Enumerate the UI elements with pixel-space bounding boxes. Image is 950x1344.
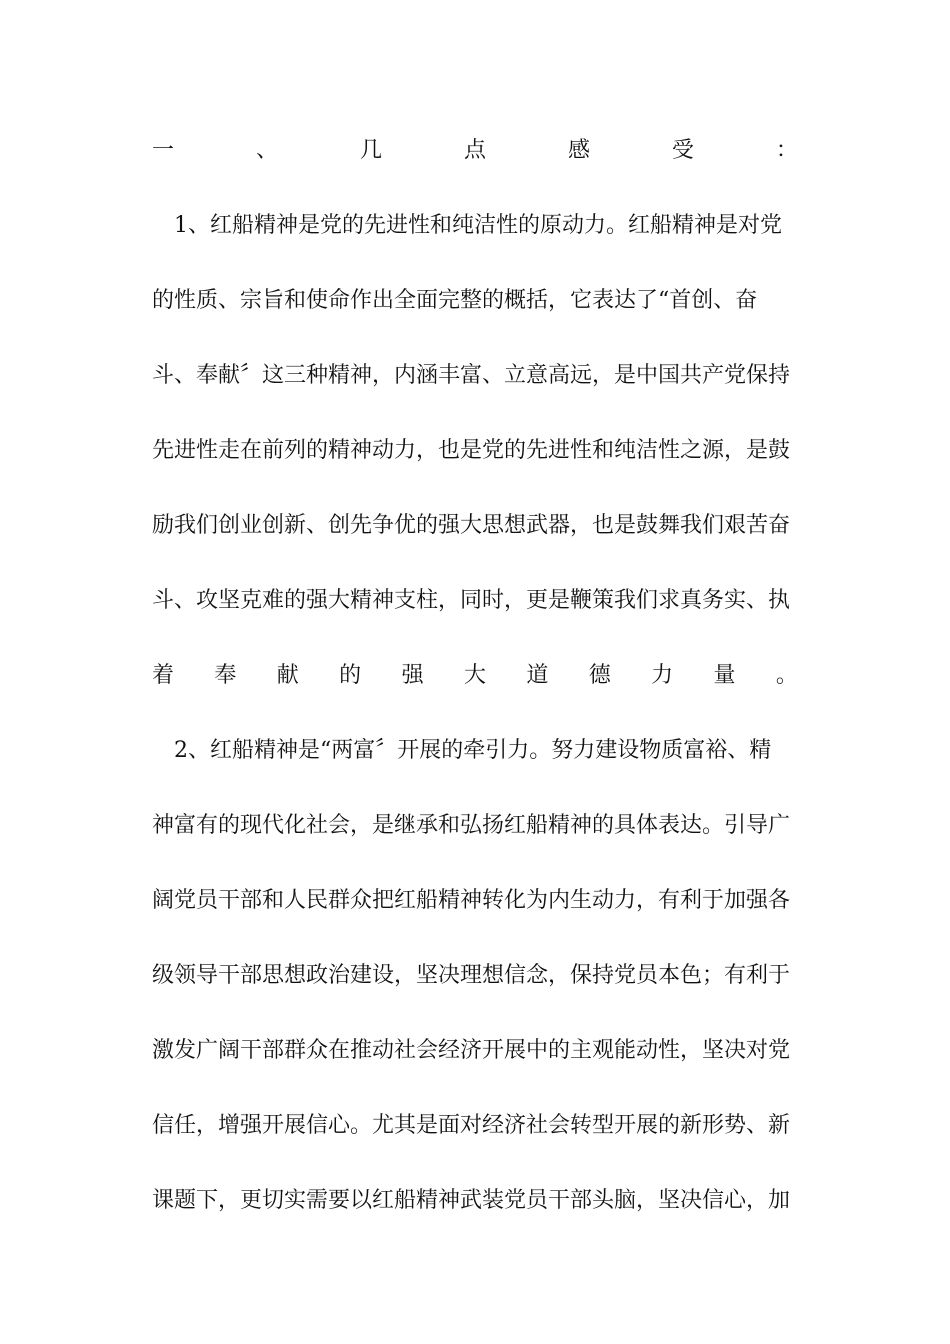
- heading-char: 几: [359, 138, 382, 163]
- paragraph-line: 2、红船精神是“两富〞开展的牵引力。努力建设物质富裕、精: [152, 738, 772, 763]
- paragraph-line: 的性质、宗旨和使命作出全面完整的概括，它表达了“首创、奋: [152, 288, 758, 313]
- paragraph-line: 信任，增强开展信心。尤其是面对经济社会转型开展的新形势、新: [152, 1113, 791, 1138]
- spaced-char: 献: [276, 663, 299, 688]
- heading-char: ：: [775, 138, 798, 163]
- section-heading: [152, 134, 798, 168]
- paragraph-line: 先进性走在前列的精神动力，也是党的先进性和纯洁性之源，是鼓: [152, 438, 791, 463]
- heading-char: 受: [671, 138, 694, 163]
- paragraph-line: 斗、攻坚克难的强大精神支柱，同时，更是鞭策我们求真务实、执: [152, 588, 791, 613]
- heading-char: 、: [255, 138, 278, 163]
- spaced-char: 道: [526, 663, 549, 688]
- spaced-char: 奉: [214, 663, 237, 688]
- heading-char: 一: [152, 138, 175, 163]
- spaced-char: 大: [463, 663, 486, 688]
- paragraph-line: 斗、奉献〞这三种精神，内涵丰富、立意高远，是中国共产党保持: [152, 363, 791, 388]
- paragraph-line: 神富有的现代化社会，是继承和弘扬红船精神的具体表达。引导广: [152, 813, 791, 838]
- spaced-char: 着: [152, 663, 175, 688]
- spaced-char: 量: [713, 663, 736, 688]
- paragraph-line: 课题下，更切实需要以红船精神武装党员干部头脑，坚决信心，加: [152, 1188, 791, 1213]
- spaced-char: 力: [651, 663, 674, 688]
- paragraph-line: 阔党员干部和人民群众把红船精神转化为内生动力，有利于加强各: [152, 888, 791, 913]
- spaced-char: 强: [401, 663, 424, 688]
- paragraph-line: 级领导干部思想政治建设，坚决理想信念，保持党员本色；有利于: [152, 963, 791, 988]
- spaced-paragraph-line: [152, 659, 798, 693]
- paragraph-line: 激发广阔干部群众在推动社会经济开展中的主观能动性，坚决对党: [152, 1038, 791, 1063]
- paragraph-line: 1、红船精神是党的先进性和纯洁性的原动力。红船精神是对党: [152, 213, 782, 238]
- spaced-char: 德: [588, 663, 611, 688]
- heading-char: 感: [567, 138, 590, 163]
- spaced-char: 。: [775, 663, 798, 688]
- paragraph-line: 励我们创业创新、创先争优的强大思想武器，也是鼓舞我们艰苦奋: [152, 513, 791, 538]
- heading-char: 点: [463, 138, 486, 163]
- spaced-char: 的: [339, 663, 362, 688]
